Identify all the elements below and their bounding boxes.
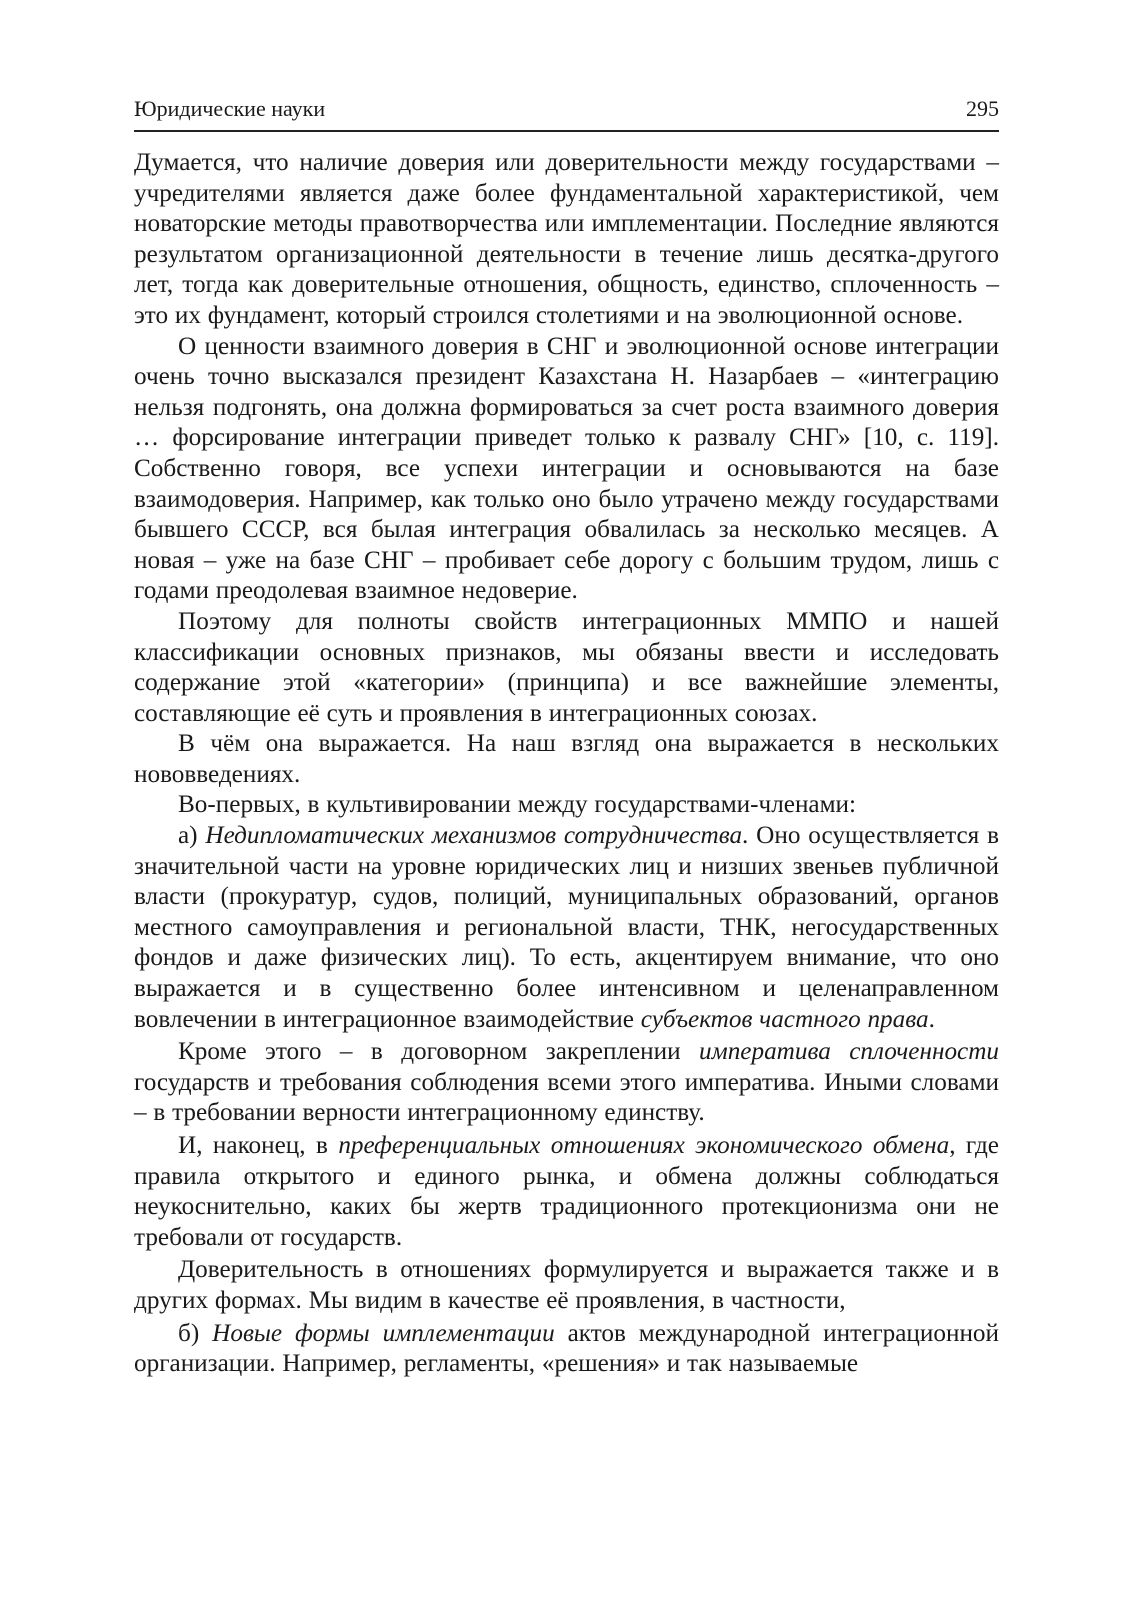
- text-segment: б): [178, 1319, 213, 1347]
- text-segment: Думается, что наличие доверия или доверительности между государствами – учредителями является даже более фундаментальной характеристикой, чем новаторские методы правотворчества или имплементации. Последние являются результатом организационной деятельности в течение лишь десятка-другого лет, тогда как доверительные отношения, общность, единство, сплоченность – это их фундамент, который строился столетиями и на эволюционной основе.: [134, 149, 999, 329]
- section-title: Юридические науки: [134, 96, 326, 121]
- paragraph-7: [134, 1037, 999, 1129]
- page-body: [134, 148, 999, 1380]
- text-segment: О ценности взаимного доверия в СНГ и эволюционной основе интеграции очень точно высказался президент Казахстана Н. Назарбаев – «интеграцию нельзя подгонять, она должна формироваться за счет роста взаимного доверия … форсирование интеграции приведет только к развалу СНГ» [10, с. 119]. Собственно говоря, все успехи интеграции и основываются на базе взаимодоверия. Например, как только оно было утрачено между государствами бывшего СССР, вся былая интеграция обвалилась за несколько месяцев. А новая – уже на базе СНГ – пробивает себе дорогу с большим трудом, лишь с годами преодолевая взаимное недоверие.: [134, 332, 999, 605]
- paragraph-10: [134, 1319, 999, 1380]
- paragraph-3: [134, 607, 999, 729]
- paragraph-1: [134, 148, 999, 332]
- text-segment: Кроме этого – в договорном закреплении: [178, 1038, 700, 1066]
- page-number: 295: [966, 96, 999, 121]
- italic-term: субъектов частного права: [640, 1005, 929, 1033]
- text-segment: . Оно осуществляется в значительной части на уровне юридических лиц и низших звеньев публичной власти (прокуратур, судов, полиций, муниципальных образований, органов местного самоуправления и региональной власти, ТНК, негосударственных фондов и даже физических лиц). То есть, акцентируем внимание, что оно выражается и в существенно более интенсивном и целенаправленном вовлечении в интеграционное взаимодействие: [134, 822, 999, 1033]
- running-header: [134, 94, 999, 132]
- italic-term: Новые формы имплементации: [212, 1319, 555, 1347]
- paragraph-6: [134, 821, 999, 1035]
- text-segment: Поэтому для полноты свойств интеграционных ММПО и нашей классификации основных признаков, мы обязаны ввести и исследовать содержание этой «категории» (принципа) и все важнейшие элементы, составляющие её суть и проявления в интеграционных союзах.: [134, 607, 999, 727]
- paragraph-4: [134, 729, 999, 790]
- text-segment: , где правила открытого и единого рынка, и обмена должны соблюдаться неукоснительно, каких бы жертв традиционного протекционизма они не требовали от государств.: [134, 1132, 999, 1251]
- text-segment: Во-первых, в культивировании между государствами-членами:: [178, 791, 857, 819]
- text-segment: В чём она выражается. На наш взгляд она выражается в нескольких нововведениях.: [134, 730, 999, 788]
- text-segment: Доверительность в отношениях формулируется и выражается также и в других формах. Мы видим в качестве её проявления, в частности,: [134, 1256, 999, 1314]
- text-segment: государств и требования соблюдения всеми этого императива. Иными словами – в требовании верности интеграционному единству.: [134, 1068, 999, 1127]
- italic-term: преференциальных отношениях экономического обмена: [338, 1132, 950, 1159]
- paragraph-9: [134, 1255, 999, 1316]
- italic-term: Недипломатических механизмов сотрудничества: [205, 822, 743, 850]
- paragraph-2: [134, 332, 999, 607]
- text-segment: актов международной интеграционной организации. Например, регламенты, «решения» и так называемые: [134, 1319, 1000, 1378]
- text-segment: .: [928, 1005, 935, 1033]
- paragraph-5: [134, 790, 999, 821]
- paragraph-8: [134, 1131, 999, 1253]
- text-segment: а): [178, 822, 206, 850]
- text-segment: И, наконец, в: [178, 1132, 339, 1159]
- italic-term: императива сплоченности: [699, 1038, 999, 1066]
